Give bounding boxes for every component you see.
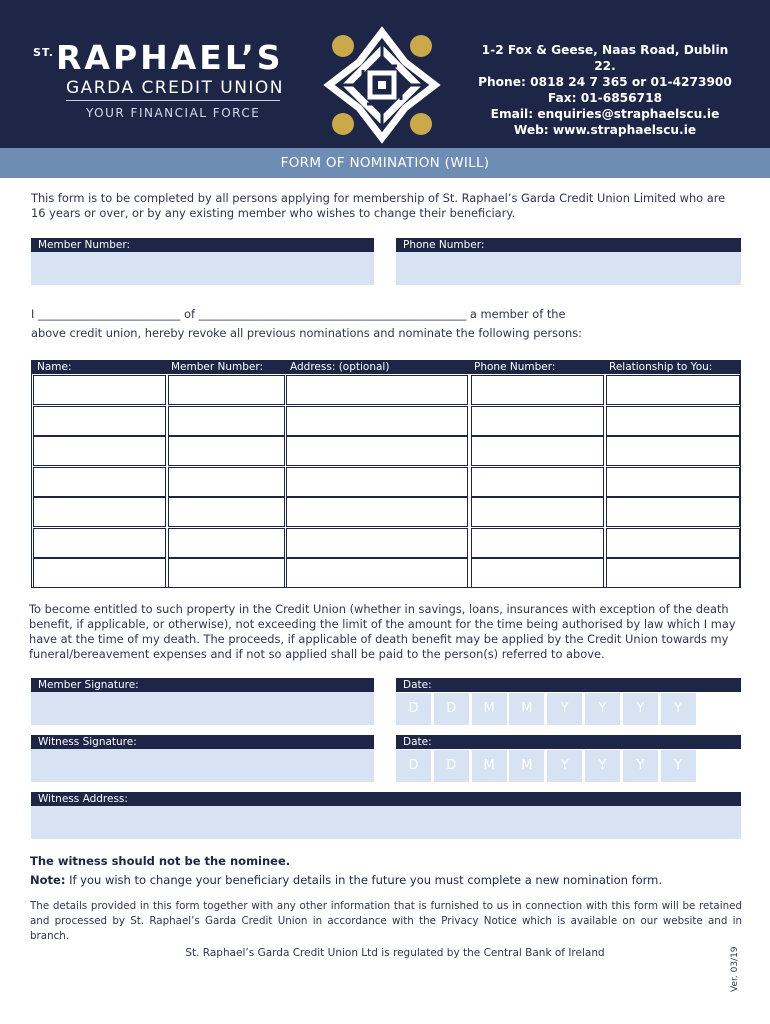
privacy-text: The details provided in this form together with any other information that is furnished to us in connection with this form will be retained and processed by St. Raphael’s Garda Credit Union in accordance with the Privacy Notice which is available on our website and in branch. bbox=[30, 900, 742, 942]
nominee-cell-r4-c1[interactable] bbox=[33, 467, 166, 497]
date-digit-box[interactable]: D bbox=[434, 750, 469, 782]
date-digit-box[interactable]: M bbox=[509, 750, 544, 782]
date-digit-box[interactable]: Y bbox=[661, 750, 696, 782]
date-digit-box[interactable]: Y bbox=[547, 693, 582, 725]
nominee-cell-r6-c3[interactable] bbox=[286, 528, 468, 558]
note-text: If you wish to change your beneficiary details in the future you must complete a new nomination form. bbox=[65, 873, 663, 887]
form-title: FORM OF NOMINATION (WILL) bbox=[0, 148, 770, 178]
member-number-input[interactable] bbox=[31, 252, 374, 285]
brand-name: RAPHAEL’S bbox=[56, 38, 284, 77]
nominee-cell-r1-c1[interactable] bbox=[33, 375, 166, 405]
nominee-cell-r7-c5[interactable] bbox=[606, 558, 740, 588]
nominee-table bbox=[31, 360, 741, 588]
nominee-cell-r2-c5[interactable] bbox=[606, 406, 740, 436]
nominee-cell-r2-c3[interactable] bbox=[286, 406, 468, 436]
member-date-label: Date: bbox=[396, 678, 741, 692]
web-link[interactable]: Web: www.straphaelscu.ie bbox=[513, 123, 697, 137]
date-digit-box[interactable]: M bbox=[509, 693, 544, 725]
nominee-cell-r3-c1[interactable] bbox=[33, 436, 166, 466]
date-digit-box[interactable]: D bbox=[434, 693, 469, 725]
date-digit-box[interactable]: Y bbox=[623, 693, 658, 725]
date-digit-box[interactable]: M bbox=[472, 750, 507, 782]
nominee-cell-r7-c1[interactable] bbox=[33, 558, 166, 588]
nominee-cell-r7-c4[interactable] bbox=[471, 558, 604, 588]
member-signature-label: Member Signature: bbox=[31, 678, 374, 692]
nominee-cell-r5-c1[interactable] bbox=[33, 497, 166, 527]
date-digit-box[interactable]: M bbox=[472, 693, 507, 725]
nominee-cell-r4-c3[interactable] bbox=[286, 467, 468, 497]
nominee-cell-r5-c4[interactable] bbox=[471, 497, 604, 527]
declaration-line: I _________________________ of _______________________________________________ a member of the bbox=[31, 307, 566, 321]
nominee-cell-r4-c5[interactable] bbox=[606, 467, 740, 497]
column-header-member-number: Member Number: bbox=[171, 361, 264, 373]
nominee-cell-r6-c4[interactable] bbox=[471, 528, 604, 558]
column-header-phone-number: Phone Number: bbox=[474, 361, 556, 373]
column-header-relationship: Relationship to You: bbox=[609, 361, 713, 373]
brand-subtitle: GARDA CREDIT UNION bbox=[66, 78, 285, 98]
nominee-cell-r2-c1[interactable] bbox=[33, 406, 166, 436]
nominee-cell-r4-c2[interactable] bbox=[168, 467, 285, 497]
witness-warning: The witness should not be the nominee. bbox=[30, 854, 291, 868]
note-label: Note: bbox=[30, 873, 66, 887]
nominee-cell-r2-c4[interactable] bbox=[471, 406, 604, 436]
nominee-cell-r1-c3[interactable] bbox=[286, 375, 468, 405]
date-digit-box[interactable]: Y bbox=[547, 750, 582, 782]
nominee-cell-r4-c4[interactable] bbox=[471, 467, 604, 497]
nominee-cell-r7-c3[interactable] bbox=[286, 558, 468, 588]
nominee-cell-r3-c2[interactable] bbox=[168, 436, 285, 466]
regulation-text: St. Raphael’s Garda Credit Union Ltd is regulated by the Central Bank of Ireland bbox=[185, 947, 605, 959]
date-digit-box[interactable]: D bbox=[396, 693, 431, 725]
member-signature-input[interactable] bbox=[31, 692, 374, 725]
nominee-cell-r3-c4[interactable] bbox=[471, 436, 604, 466]
column-header-name: Name: bbox=[37, 361, 72, 373]
nominee-cell-r5-c5[interactable] bbox=[606, 497, 740, 527]
witness-signature-input[interactable] bbox=[31, 749, 374, 782]
email-link[interactable]: Email: enquiries@straphaelscu.ie bbox=[490, 107, 720, 121]
nominee-cell-r5-c2[interactable] bbox=[168, 497, 285, 527]
phone-number-input[interactable] bbox=[396, 252, 741, 285]
date-digit-box[interactable]: Y bbox=[585, 693, 620, 725]
witness-address-label: Witness Address: bbox=[31, 792, 741, 806]
witness-signature-label: Witness Signature: bbox=[31, 735, 374, 749]
credit-union-logo-icon bbox=[323, 26, 441, 144]
member-number-label: Member Number: bbox=[31, 238, 374, 252]
nominee-table-header bbox=[32, 361, 740, 374]
column-header-address: Address: (optional) bbox=[290, 361, 390, 373]
version-label: Ver. 03/19 bbox=[730, 946, 740, 992]
brand-tagline: YOUR FINANCIAL FORCE bbox=[86, 106, 261, 120]
brand-divider bbox=[66, 100, 280, 101]
nominee-cell-r1-c5[interactable] bbox=[606, 375, 740, 405]
contact-block bbox=[470, 42, 740, 138]
witness-date-label: Date: bbox=[396, 735, 741, 749]
address-text: 1-2 Fox & Geese, Naas Road, Dublin 22. bbox=[481, 43, 729, 73]
nominee-cell-r1-c2[interactable] bbox=[168, 375, 285, 405]
nominee-cell-r6-c2[interactable] bbox=[168, 528, 285, 558]
nominee-cell-r7-c2[interactable] bbox=[168, 558, 285, 588]
witness-address-input[interactable] bbox=[31, 806, 741, 839]
date-digit-box[interactable]: Y bbox=[623, 750, 658, 782]
fax-text: Fax: 01-6856718 bbox=[547, 91, 663, 105]
header-banner bbox=[0, 0, 770, 148]
nominee-cell-r5-c3[interactable] bbox=[286, 497, 468, 527]
nominee-cell-r3-c5[interactable] bbox=[606, 436, 740, 466]
phone-number-label: Phone Number: bbox=[396, 238, 741, 252]
declaration-line-2: above credit union, hereby revoke all previous nominations and nominate the following persons: bbox=[31, 326, 583, 340]
nominee-cell-r2-c2[interactable] bbox=[168, 406, 285, 436]
nominee-cell-r6-c1[interactable] bbox=[33, 528, 166, 558]
nominee-cell-r6-c5[interactable] bbox=[606, 528, 740, 558]
nominee-cell-r3-c3[interactable] bbox=[286, 436, 468, 466]
date-digit-box[interactable]: Y bbox=[661, 693, 696, 725]
entitlement-text: To become entitled to such property in the Credit Union (whether in savings, loans, insurances with exception of the death benefit, if applicable, or otherwise), not exceeding the limit of the amount for the time being authorised by law which I may have at the time of my death. The proceeds, if applicable of death benefit may be applied by the Credit Union towards my funeral/bereavement expenses and if not so applied shall be paid to the person(s) referred to above. bbox=[29, 602, 736, 661]
change-note bbox=[30, 873, 750, 887]
date-digit-box[interactable]: D bbox=[396, 750, 431, 782]
date-digit-box[interactable]: Y bbox=[585, 750, 620, 782]
intro-text: This form is to be completed by all persons applying for membership of St. Raphael’s Garda Credit Union Limited who are 16 years or over, or by any existing member who wishes to change their beneficiary. bbox=[31, 191, 726, 220]
phone-text: Phone: 0818 24 7 365 or 01-4273900 bbox=[478, 75, 732, 89]
brand-st: ST. bbox=[33, 46, 54, 59]
nominee-cell-r1-c4[interactable] bbox=[471, 375, 604, 405]
